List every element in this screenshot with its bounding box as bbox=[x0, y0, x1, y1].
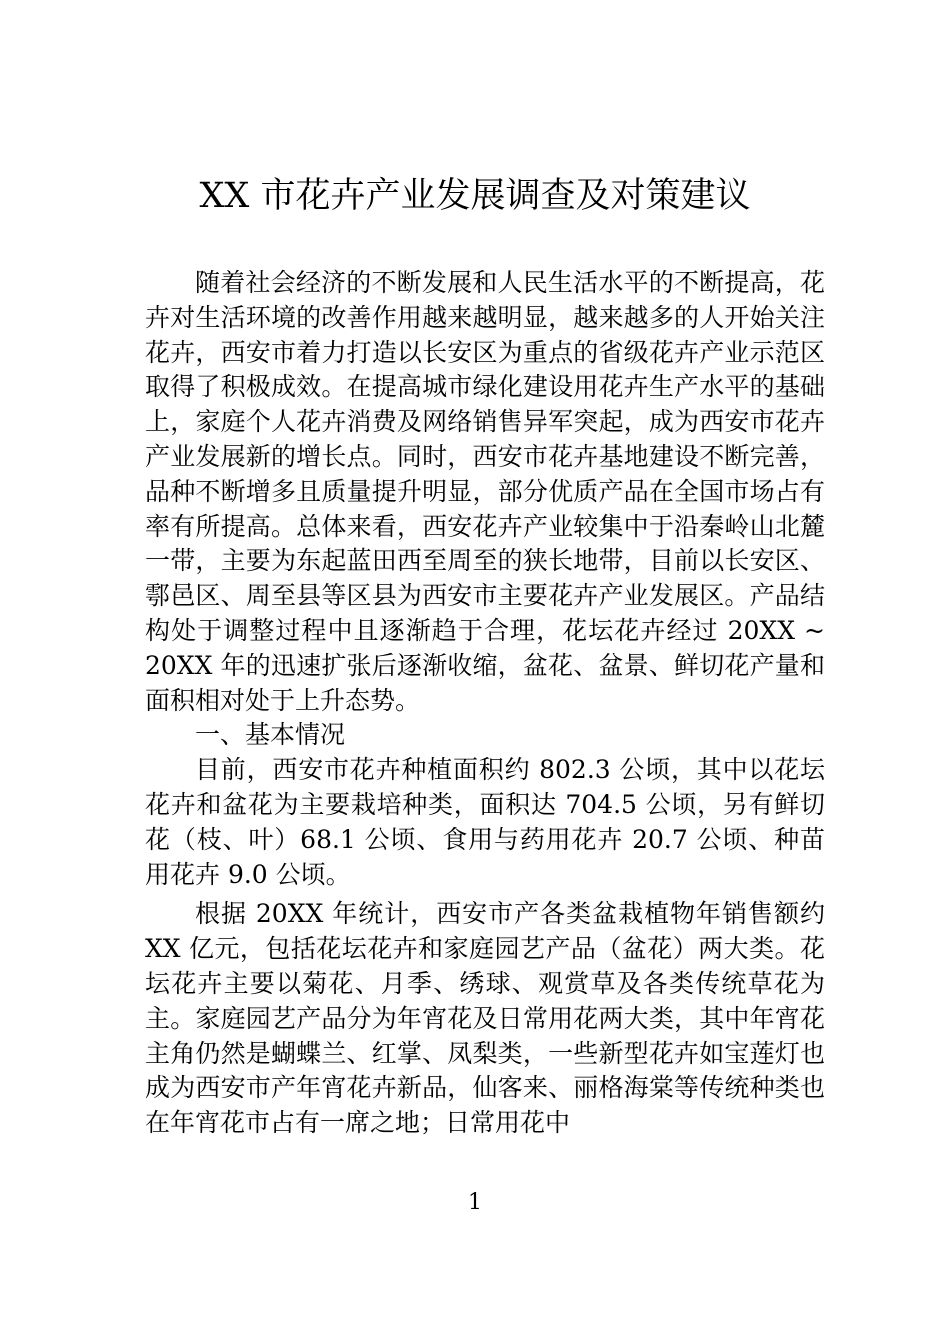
document-title: XX 市花卉产业发展调查及对策建议 bbox=[199, 176, 751, 216]
section-heading: 一、基本情况 bbox=[195, 720, 346, 750]
document-body bbox=[145, 266, 825, 1141]
section-paragraph-1: 目前，西安市花卉种植面积约 802.3 公顷，其中以花坛花卉和盆花为主要栽培种类，面积达 704.5 公顷，另有鲜切花（枝、叶）68.1 公顷、食用与药用花卉 20.7 公顷、种苗用花卉 9.0 公顷。 bbox=[145, 755, 825, 889]
intro-paragraph: 随着社会经济的不断发展和人民生活水平的不断提高，花卉对生活环境的改善作用越来越明显，越来越多的人开始关注花卉，西安市着力打造以长安区为重点的省级花卉产业示范区取得了积极成效。在提高城市绿化建设用花卉生产水平的基础上，家庭个人花卉消费及网络销售异军突起，成为西安市花卉产业发展新的增长点。同时，西安市花卉基地建设不断完善，品种不断增多且质量提升明显，部分优质产品在全国市场占有率有所提高。总体来看，西安花卉产业较集中于沿秦岭山北麓一带，主要为东起蓝田西至周至的狭长地带，目前以长安区、鄠邑区、周至县等区县为西安市主要花卉产业发展区。产品结构处于调整过程中且逐渐趋于合理，花坛花卉经过 20XX ~ 20XX 年的迅速扩张后逐渐收缩，盆花、盆景、鲜切花产量和面积相对处于上升态势。 bbox=[145, 268, 825, 715]
section-paragraph-2: 根据 20XX 年统计，西安市产各类盆栽植物年销售额约 XX 亿元，包括花坛花卉和家庭园艺产品（盆花）两大类。花坛花卉主要以菊花、月季、绣球、观赏草及各类传统草花为主。家庭园艺产品分为年宵花及日常用花两大类，其中年宵花主角仍然是蝴蝶兰、红掌、凤梨类，一些新型花卉如宝莲灯也成为西安市产年宵花卉新品，仙客来、丽格海棠等传统种类也在年宵花市占有一席之地；日常用花中 bbox=[145, 899, 825, 1138]
page-number: 1 bbox=[468, 1190, 482, 1215]
